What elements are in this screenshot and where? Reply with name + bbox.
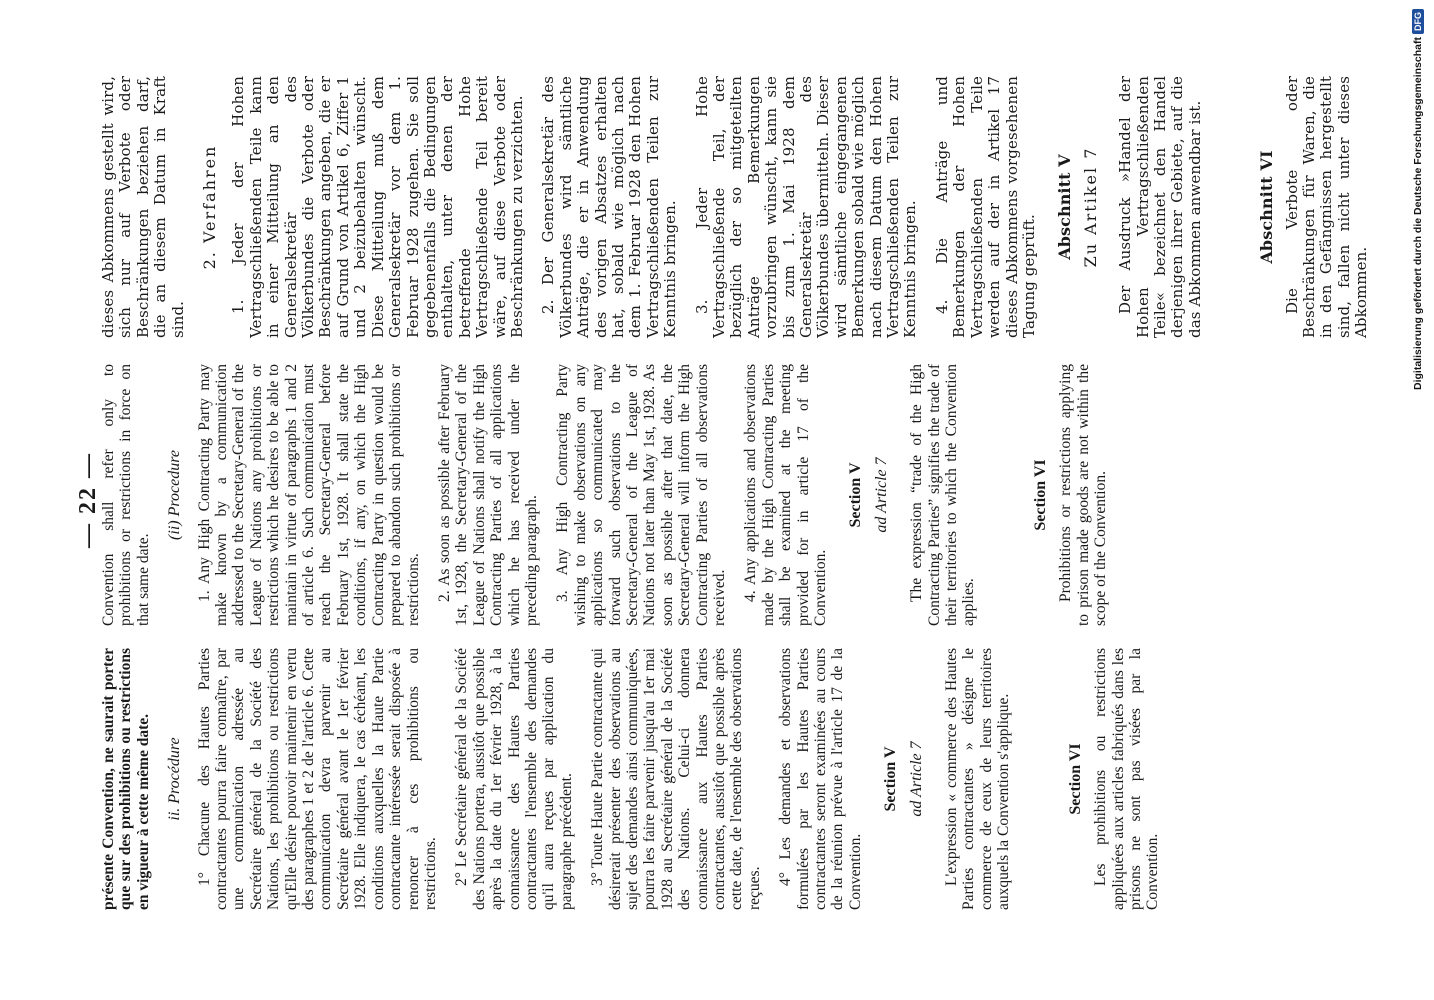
english-paragraph-2: 2. As soon as possible after February 1st, 1928, the Secretary-General of the League of Nations shall notify the High Contracting Parties of all applications which he has received under the preceding paragraph.: [435, 364, 540, 626]
german-section6-title: Abschnitt VI: [1257, 150, 1277, 264]
french-procedure-title: ii. Procédure: [166, 737, 184, 821]
german-section5-title: Abschnitt V: [1055, 154, 1075, 260]
french-paragraph-4: 4° Les demandes et observations formulées par les Hautes Parties contractantes seront examinées au cours de la réunion prévue à l'article 17 de la Convention.: [777, 648, 864, 910]
german-paragraph-2: 2. Der Generalsekretär des Völkerbundes wird sämtliche Anträge, die er in Anwendung des vorigen Absatzes erhalten hat, sobald wie möglich nach dem 1. Februar 1928 den Hohen Vertragschließenden Teilen zur Kenntnis bringen.: [539, 76, 680, 338]
french-section6-title: Section VI: [1066, 743, 1084, 815]
german-section6-text: Die Verbote oder Beschränkungen für Waren, die in den Gefängnissen hergestellt sind, fallen nicht unter dieses Abkommen.: [1282, 76, 1371, 338]
french-paragraph-2: 2° Le Secrétaire général de la Société des Nations portera, aussitôt que possible après la date du 1er février 1928, à la connaissance des Hautes Parties contractantes l'ensemble des demandes qu'il aura reçues par application du paragraphe précédent.: [453, 648, 575, 910]
french-section5-title: Section V: [882, 746, 900, 812]
english-procedure-title: (ii) Procedure: [166, 450, 184, 540]
english-section5-text: The expression “trade of the High Contracting Parties” signifies the trade of their territories to which the Convention applies.: [908, 364, 978, 626]
french-column: [100, 648, 1176, 910]
english-intro: Convention shall refer only to prohibitions or restrictions in force on that same date.: [100, 364, 152, 626]
english-section5-title: Section V: [847, 462, 865, 528]
english-section6-text: Prohibitions or restrictions applying to prison made goods are not within the scope of the Convention.: [1057, 364, 1110, 626]
dfg-logo-icon: DFG: [1412, 9, 1424, 34]
french-intro: présente Convention, ne saurait porter que sur des prohibitions ou restrictions en vigueur à cette même date.: [100, 648, 152, 910]
german-paragraph-4: 4. Die Anträge und Bemerkungen der Hohen Vertragschließenden Teile werden auf der in Artikel 17 dieses Abkommens vorgesehenen Tagung geprüft.: [932, 76, 1038, 338]
french-section5-text: L'expression « commerce des Hautes Parties contractantes » désigne le commerce de ceux de leurs territoires auxquels la Convention s'applique.: [943, 648, 1013, 910]
english-paragraph-4: 4. Any applications and observations made by the High Contracting Parties shall be examined at the meeting provided for in article 17 of the Convention.: [742, 364, 830, 626]
english-section6-title: Section VI: [1031, 459, 1049, 531]
side-credit-text: Digitalisierung gefördert durch die Deutsche Forschungsgemeinschaft: [1412, 37, 1424, 390]
german-column: [100, 76, 1385, 338]
side-credit: [1408, 0, 1434, 1000]
page-number: — 22 —: [75, 452, 101, 548]
german-section5-subtitle: Zu Artikel 7: [1080, 146, 1100, 268]
english-paragraph-3: 3. Any High Contracting Party wishing to make observations on any applications so communicated may forward such observations to the Secretary-General of the League of Nations not later than May 1st, 1928. As soon as possible after that date, the Secretary-General will inform the High Contracting Parties of all observations received.: [554, 364, 728, 626]
english-paragraph-1: 1. Any High Contracting Party may make known by a communication addressed to the Secretary-General of the League of Nations any prohibitions or restrictions which he desires to be able to maintain in virtue of paragraphs 1 and 2 of article 6. Such communication must reach the Secretary-General before February 1st, 1928. It shall state the conditions, if any, on which the High Contracting Party in question would be prepared to abandon such prohibitions or restrictions.: [195, 364, 422, 626]
german-procedure-title: 2. Verfahren: [200, 144, 220, 270]
german-intro: dieses Abkommens gestellt wird, sich nur auf Verbote oder Beschränkungen beziehen darf, die an diesem Datum in Kraft sind.: [99, 76, 187, 338]
french-section6-text: Les prohibitions ou restrictions appliquées aux articles fabriqués dans les prisons ne sont pas visées par la Convention.: [1092, 648, 1162, 910]
french-paragraph-1: 1° Chacune des Hautes Parties contractantes pourra faire connaître, par une communication adressée au Secrétaire général de la Société des Nations, les prohibitions ou restrictions qu'Elle désire pouvoir maintenir en vertu des paragraphes 1 et 2 de l'article 6. Cette communication devra parvenir au Secrétaire général avant le 1er février 1928. Elle indiquera, le cas échéant, les conditions auxquelles la Haute Partie contractante intéressée serait disposée à renoncer à ces prohibitions ou restrictions.: [195, 648, 439, 910]
german-paragraph-3: 3. Jeder Hohe Vertragschließende Teil, der bezüglich der so mitgeteilten Anträge Bemerkungen vorzubringen wünscht, kann sie bis zum 1. Mai 1928 dem Generalsekretär des Völkerbundes übermitteln. Dieser wird sämtliche eingegangenen Bemerkungen sobald wie möglich nach diesem Datum den Hohen Vertragschließenden Teilen zur Kenntnis bringen.: [692, 76, 920, 338]
side-credit-line: [1412, 9, 1424, 390]
french-paragraph-3: 3° Toute Haute Partie contractante qui désirerait présenter des observations au sujet des demandes ainsi communiquées, pourra les faire parvenir jusqu'au 1er mai 1928 au Secrétaire général de la Société des Nations. Celui-ci donnera connaissance aux Hautes Parties contractantes, aussitôt que possible après cette date, de l'ensemble des observations reçues.: [589, 648, 763, 910]
english-column: [100, 364, 1124, 626]
german-section5-text: Der Ausdruck »Handel der Hohen Vertragschließenden Teile« bezeichnet den Handel derjenigen ihrer Gebiete, auf die das Abkommen anwendbar ist.: [1116, 76, 1204, 338]
french-section5-subtitle: ad Article 7: [907, 741, 925, 817]
english-section5-subtitle: ad Article 7: [872, 457, 890, 533]
german-paragraph-1: 1. Jeder der Hohen Vertragschließenden Teile kann in einer Mitteilung an den Generalsekretär des Völkerbundes die Verbote oder Beschränkungen angeben, die er auf Grund von Artikel 6, Ziffer 1 und 2 beizubehalten wünscht. Diese Mitteilung muß dem Generalsekretär vor dem 1. Februar 1928 zugehen. Sie soll gegebenenfalls die Bedingungen enthalten, unter denen der betreffende Hohe Vertragschließende Teil bereit wäre, auf diese Verbote oder Beschränkungen zu verzichten.: [229, 76, 526, 338]
